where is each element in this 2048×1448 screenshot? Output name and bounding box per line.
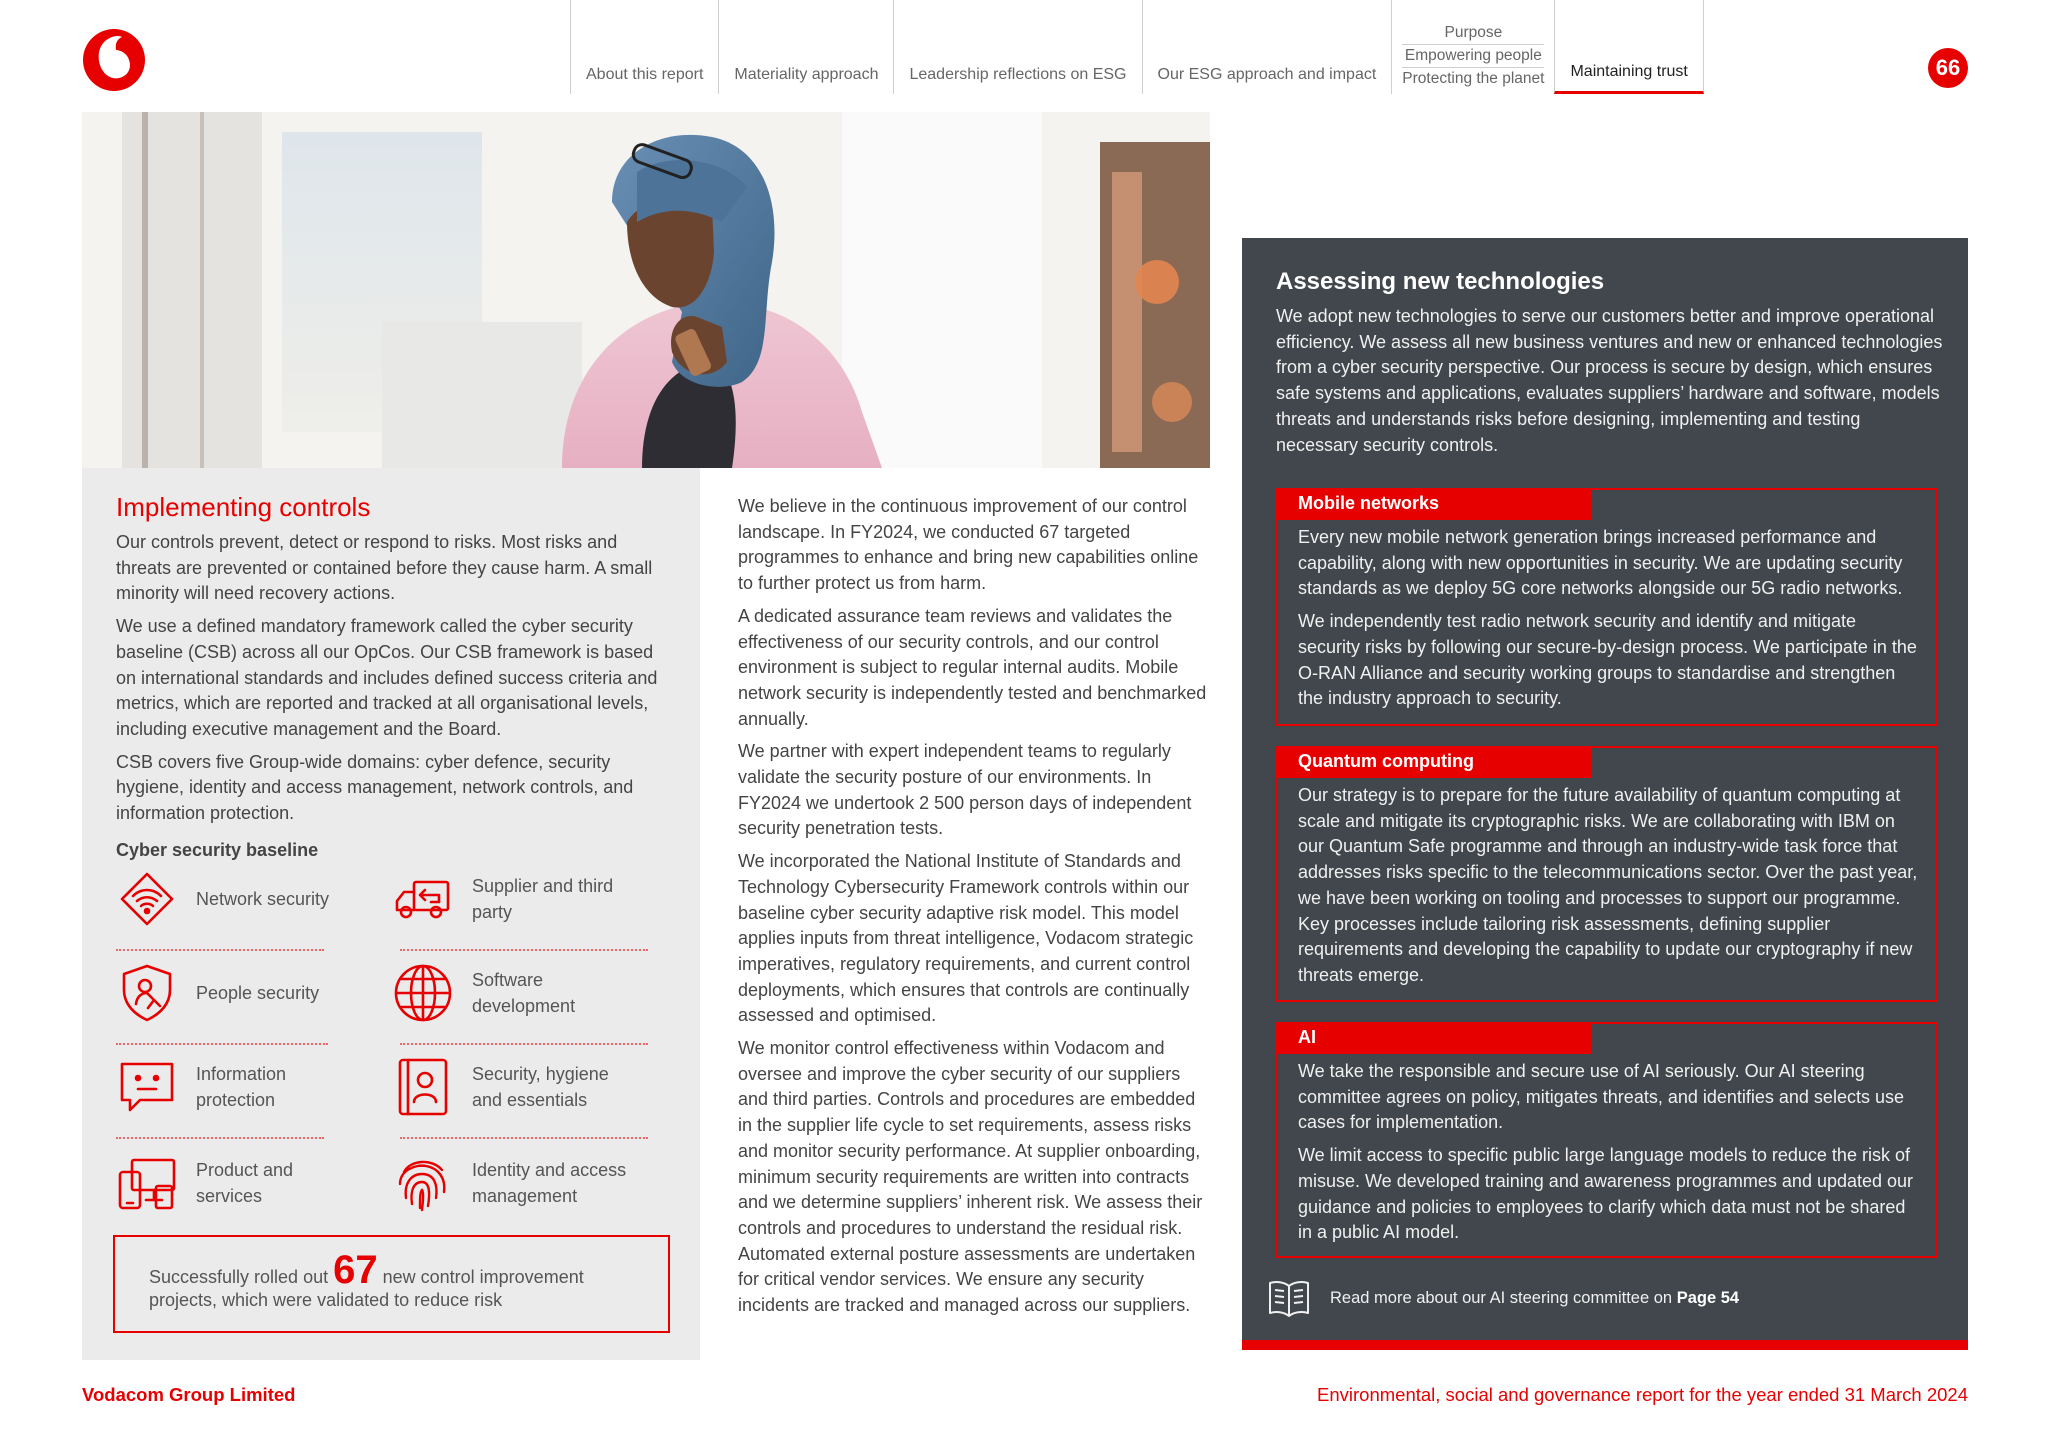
nav-tab-label: About this report [586,66,704,83]
paragraph: We independently test radio network security and identify and mitigate security risks by following our secure-by-design process. We participate in the O-RAN Alliance and security working groups to standardise and strengthen the industry approach to security. [1298,611,1917,709]
csb-item-security-hygiene [392,1056,632,1118]
middle-column [738,494,1208,1319]
paragraph: Our strategy is to prepare for the future availability of quantum computing at scale and mitigate its cryptographic risks. We are collaborating with IBM on our Quantum Safe programme and through an industry-wide task force that addresses risks specific to the telecommunications sector. Over the past year, we have been working on tooling and processes to support our programme. Key processes include tailoring risk assessments, defining supplier requirements and developing the capability to update our cryptography if new threats emerge. [1298,785,1918,985]
nav-tab-label: Materiality approach [734,66,879,83]
footer-report-title: Environmental, social and governance report for the year ended 31 March 2024 [1317,1384,1968,1405]
paragraph: We use a defined mandatory framework called the cyber security baseline (CSB) across all our OpCos. Our CSB framework is based on international standards and includes defined success criteria and metrics, which are reported and tracked at all organisational levels, including executive management and the Board. [116,616,658,739]
read-more-text: Read more about our AI steering committee on [1330,1288,1673,1307]
callout-text: Successfully rolled out [149,1267,329,1287]
paragraph: Every new mobile network generation brings increased performance and capability, along with new opportunities in security. We are updating security standards as we deploy 5G core networks alongside our 5G radio networks. [1298,527,1903,599]
csb-item-information-protection [116,1056,356,1118]
nav-tab-label: Maintaining trust [1570,63,1688,80]
box-ai [1276,1022,1938,1258]
csb-label: Software development [472,970,576,1016]
nav-tab-materiality[interactable] [718,0,893,94]
paragraph: Our controls prevent, detect or respond to risks. Most risks and threats are prevented or contained before they cause harm. A small minority will need recovery actions. [116,532,653,604]
nav-tab-maintaining-trust[interactable] [1554,0,1703,94]
nav-tab-leadership[interactable] [893,0,1141,94]
paragraph: We incorporated the National Institute of Standards and Technology Cybersecurity Framework controls within our baseline cyber security adaptive risk model. This model applies inputs from threat intelligence, Vodacom strategic imperatives, regulatory requirements, and current control deployments, which ensures that controls are continually assessed and optimised. [738,851,1194,1026]
nav-tab-esg-approach[interactable] [1142,0,1392,94]
assessing-technologies-panel [1242,238,1968,1350]
nav-tab-purpose[interactable]: Purpose [1444,24,1503,41]
fingerprint-icon [392,1152,454,1214]
box-title: Mobile networks [1278,490,1592,520]
wifi-icon [116,868,178,930]
assessing-text: We adopt new technologies to serve our customers better and improve operational efficiency. We assess all new business ventures and new or enhanced technologies from a cyber security perspective. Our process is secure by design, which ensures safe systems and applications, evaluates suppliers’ hardware and software, models threats and understands risks before designing, implementing and testing necessary security controls. [1276,306,1943,455]
callout-text: new control improvement [382,1267,584,1287]
footer-company: Vodacom Group Limited [82,1384,296,1405]
paragraph: We believe in the continuous improvement of our control landscape. In FY2024, we conducted 67 targeted programmes to enhance and bring new capabilities online to further protect us from harm. [738,496,1199,594]
implementing-controls-text [116,530,676,827]
csb-label: Identity and access management [472,1160,627,1206]
implementing-controls-panel [82,468,700,1360]
section-navigation [570,0,1704,94]
paragraph: A dedicated assurance team reviews and validates the effectiveness of our security controls, and our control environment is subject to regular internal audits. Mobile network security is independently tested and benchmarked annually. [738,605,1207,729]
nav-tab-empowering-people[interactable]: Empowering people [1402,44,1544,67]
nav-tab-protecting-planet[interactable]: Protecting the planet [1402,67,1544,90]
paragraph: We take the responsible and secure use of AI seriously. Our AI steering committee agrees on policy, mitigates threats, and identifies and selects use cases for implementation. [1298,1061,1904,1133]
box-body [1278,520,1936,724]
chat-face-icon [116,1056,178,1118]
box-body [1278,778,1936,1001]
csb-item-people-security [116,962,356,1024]
callout-number: 67 [333,1248,378,1292]
csb-title: Cyber security baseline [116,840,319,860]
csb-item-identity-access [392,1152,652,1214]
csb-item-network-security [116,868,356,930]
nav-tab-stack [1391,0,1554,94]
shield-person-icon [116,962,178,1024]
box-body [1278,1054,1936,1258]
paragraph: We monitor control effectiveness within Vodacom and oversee and improve the cyber security of our suppliers and third parties. Controls and procedures are embedded in the supplier life cycle to set requirements, assess risks and monitor security performance. At supplier onboarding, minimum security requirements are written into contracts and we determine suppliers’ inherent risk. We assess their controls and procedures to understand the residual risk. Automated external posture assessments are undertaken for critical vendor services. We ensure any security incidents are tracked and managed across our suppliers. [738,1038,1203,1316]
csb-item-product-services [116,1152,356,1214]
vodafone-logo [82,28,146,92]
delivery-truck-icon [392,868,454,930]
nav-tab-label: Leadership reflections on ESG [909,66,1127,83]
csb-label: Information protection [196,1064,287,1110]
csb-label: Supplier and third party [472,876,614,922]
box-quantum-computing [1276,746,1938,1002]
page-number-badge: 66 [1928,48,1968,88]
csb-item-software-development [392,962,632,1024]
box-mobile-networks [1276,488,1938,726]
devices-icon [116,1152,178,1214]
implementing-controls-title: Implementing controls [116,492,371,522]
id-card-icon [392,1056,454,1118]
paragraph: CSB covers five Group-wide domains: cyber defence, security hygiene, identity and access management, network controls, and information protection. [116,751,634,824]
read-more-link[interactable] [1266,1278,1739,1318]
nav-tab-label: Our ESG approach and impact [1157,66,1377,83]
hero-photo [82,112,1210,468]
csb-label: People security [196,983,320,1003]
paragraph: We partner with expert independent teams to regularly validate the security posture of our environments. In FY2024 we undertook 2 500 person days of independent security penetration tests. [738,741,1192,839]
nav-tab-about[interactable] [570,0,718,94]
book-icon [1266,1278,1312,1318]
callout-box [113,1235,670,1333]
paragraph: We limit access to specific public large language models to reduce the risk of misuse. We developed training and awareness programmes and updated our guidance and policies to employees to clarify which data must not be shared in a public AI model. [1298,1145,1914,1243]
csb-label: Security, hygiene and essentials [472,1064,609,1110]
callout-text: projects, which were validated to reduce risk [149,1290,503,1310]
globe-icon [392,962,454,1024]
box-title: Quantum computing [1278,748,1592,778]
csb-label: Product and services [196,1160,294,1206]
read-more-page[interactable]: Page 54 [1676,1288,1740,1307]
csb-item-supplier [392,868,632,930]
box-title: AI [1278,1024,1592,1054]
csb-label: Network security [196,889,330,909]
assessing-title: Assessing new technologies [1276,268,1605,295]
